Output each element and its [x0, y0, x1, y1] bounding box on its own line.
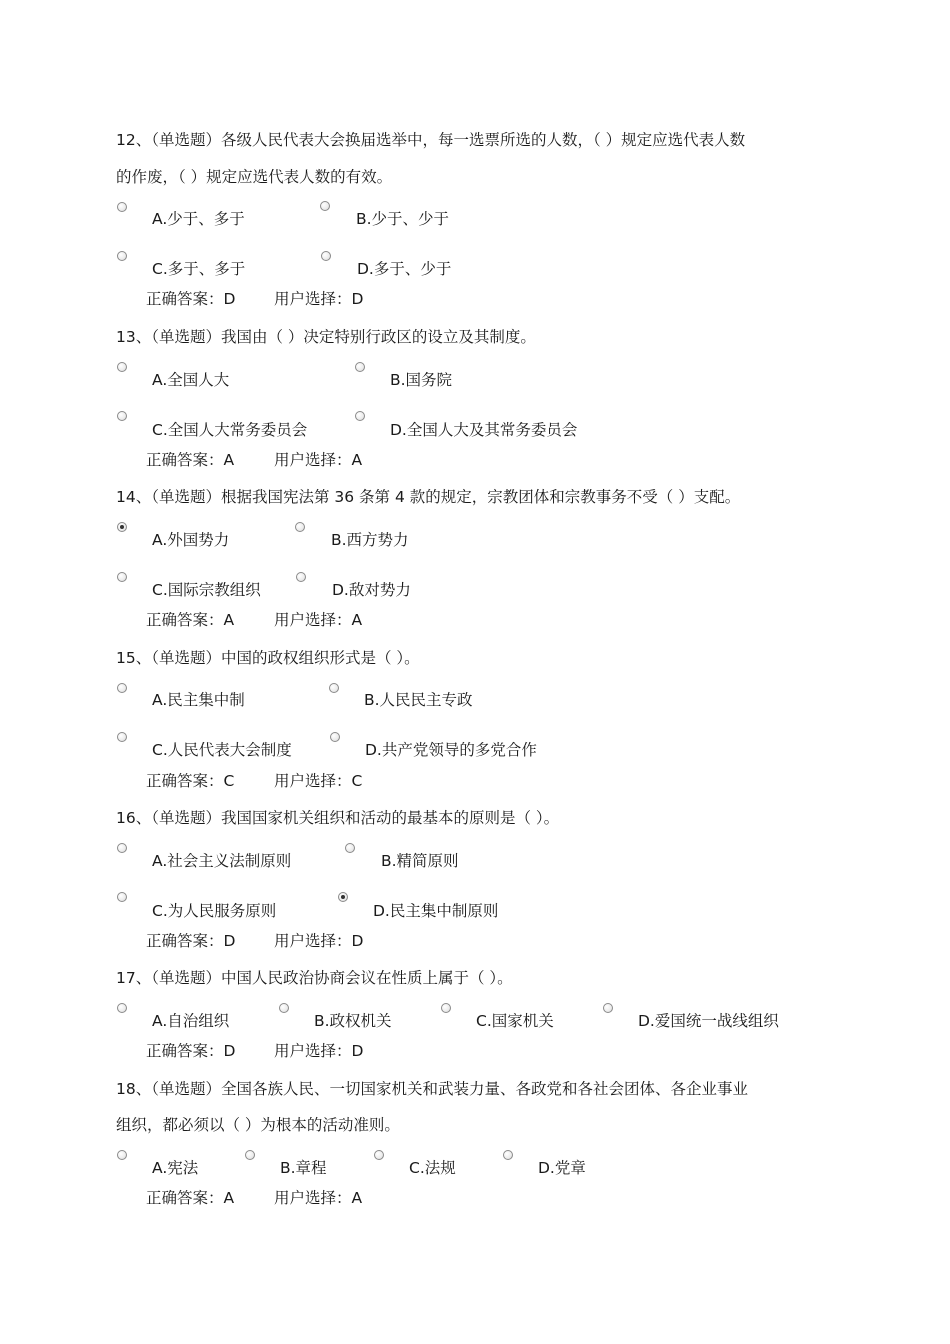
correct-answer: 正确答案：D [146, 1042, 236, 1060]
answer-line [146, 1188, 363, 1208]
radio-button-c[interactable] [117, 411, 127, 421]
option-c-label: C.为人民服务原则 [152, 902, 277, 920]
option-d-label: D.敌对势力 [332, 581, 411, 599]
option-d-label: D.爱国统一战线组织 [638, 1012, 779, 1030]
radio-button-c[interactable] [117, 251, 127, 261]
question-text-line: 15、（单选题）中国的政权组织形式是（ ）。 [116, 649, 420, 667]
radio-button-b[interactable] [245, 1150, 255, 1160]
radio-button-a[interactable] [117, 202, 127, 212]
radio-button-c[interactable] [441, 1003, 451, 1013]
answer-line [146, 1041, 364, 1061]
user-choice: 用户选择：C [274, 772, 363, 790]
option-c-label: C.国际宗教组织 [152, 581, 261, 599]
correct-answer: 正确答案：A [146, 451, 235, 469]
user-choice: 用户选择：A [274, 451, 363, 469]
option-a-label: A.宪法 [152, 1159, 199, 1177]
radio-button-b[interactable] [295, 522, 305, 532]
answer-line [146, 771, 363, 791]
radio-button-a[interactable] [117, 522, 127, 532]
radio-button-d[interactable] [338, 892, 348, 902]
radio-button-d[interactable] [355, 411, 365, 421]
radio-button-b[interactable] [320, 201, 330, 211]
answer-line [146, 450, 363, 470]
radio-button-d[interactable] [296, 572, 306, 582]
option-b-label: B.章程 [280, 1159, 327, 1177]
option-a-label: A.少于、多于 [152, 210, 245, 228]
question-text-line: 组织，都必须以（ ）为根本的活动准则。 [116, 1116, 400, 1134]
radio-button-d[interactable] [321, 251, 331, 261]
option-d-label: D.党章 [538, 1159, 586, 1177]
correct-answer: 正确答案：D [146, 290, 236, 308]
radio-button-c[interactable] [374, 1150, 384, 1160]
user-choice: 用户选择：A [274, 1189, 363, 1207]
answer-line [146, 289, 364, 309]
option-d-label: D.民主集中制原则 [373, 902, 499, 920]
option-c-label: C.法规 [409, 1159, 456, 1177]
correct-answer: 正确答案：C [146, 772, 235, 790]
option-c-label: C.国家机关 [476, 1012, 554, 1030]
radio-button-c[interactable] [117, 572, 127, 582]
option-c-label: C.多于、多于 [152, 260, 246, 278]
option-a-label: A.民主集中制 [152, 691, 245, 709]
user-choice: 用户选择：A [274, 611, 363, 629]
radio-button-b[interactable] [279, 1003, 289, 1013]
user-choice: 用户选择：D [274, 1042, 364, 1060]
option-c-label: C.人民代表大会制度 [152, 741, 292, 759]
radio-button-a[interactable] [117, 1150, 127, 1160]
answer-line [146, 610, 363, 630]
option-d-label: D.共产党领导的多党合作 [365, 741, 537, 759]
user-choice: 用户选择：D [274, 290, 364, 308]
question-text-line: 17、（单选题）中国人民政治协商会议在性质上属于（ ）。 [116, 969, 513, 987]
radio-button-a[interactable] [117, 683, 127, 693]
question-text-line: 16、（单选题）我国国家机关组织和活动的最基本的原则是（ ）。 [116, 809, 560, 827]
option-d-label: D.多于、少于 [357, 260, 452, 278]
option-b-label: B.国务院 [390, 371, 453, 389]
radio-button-a[interactable] [117, 362, 127, 372]
radio-button-b[interactable] [329, 683, 339, 693]
radio-button-a[interactable] [117, 843, 127, 853]
option-a-label: A.全国人大 [152, 371, 230, 389]
question-text-line: 14、（单选题）根据我国宪法第 36 条第 4 款的规定，宗教团体和宗教事务不受（ ）支配。 [116, 488, 741, 506]
radio-button-c[interactable] [117, 892, 127, 902]
option-c-label: C.全国人大常务委员会 [152, 421, 308, 439]
radio-button-d[interactable] [330, 732, 340, 742]
radio-button-d[interactable] [603, 1003, 613, 1013]
option-a-label: A.外国势力 [152, 531, 230, 549]
radio-button-d[interactable] [503, 1150, 513, 1160]
radio-button-c[interactable] [117, 732, 127, 742]
radio-button-b[interactable] [345, 843, 355, 853]
radio-button-b[interactable] [355, 362, 365, 372]
option-b-label: B.人民民主专政 [364, 691, 473, 709]
user-choice: 用户选择：D [274, 932, 364, 950]
option-b-label: B.西方势力 [331, 531, 409, 549]
question-text-line: 18、（单选题）全国各族人民、一切国家机关和武装力量、各政党和各社会团体、各企业事业 [116, 1080, 748, 1098]
option-a-label: A.社会主义法制原则 [152, 852, 292, 870]
option-d-label: D.全国人大及其常务委员会 [390, 421, 578, 439]
question-text-line: 13、（单选题）我国由（ ）决定特别行政区的设立及其制度。 [116, 328, 536, 346]
option-b-label: B.少于、少于 [356, 210, 450, 228]
answer-line [146, 931, 364, 951]
radio-button-a[interactable] [117, 1003, 127, 1013]
question-text-line: 12、（单选题）各级人民代表大会换届选举中，每一选票所选的人数，（ ）规定应选代表人数 [116, 131, 746, 149]
question-text-line: 的作废，（ ）规定应选代表人数的有效。 [116, 168, 393, 186]
correct-answer: 正确答案：A [146, 611, 235, 629]
correct-answer: 正确答案：A [146, 1189, 235, 1207]
option-b-label: B.政权机关 [314, 1012, 392, 1030]
option-b-label: B.精简原则 [381, 852, 459, 870]
option-a-label: A.自治组织 [152, 1012, 230, 1030]
correct-answer: 正确答案：D [146, 932, 236, 950]
